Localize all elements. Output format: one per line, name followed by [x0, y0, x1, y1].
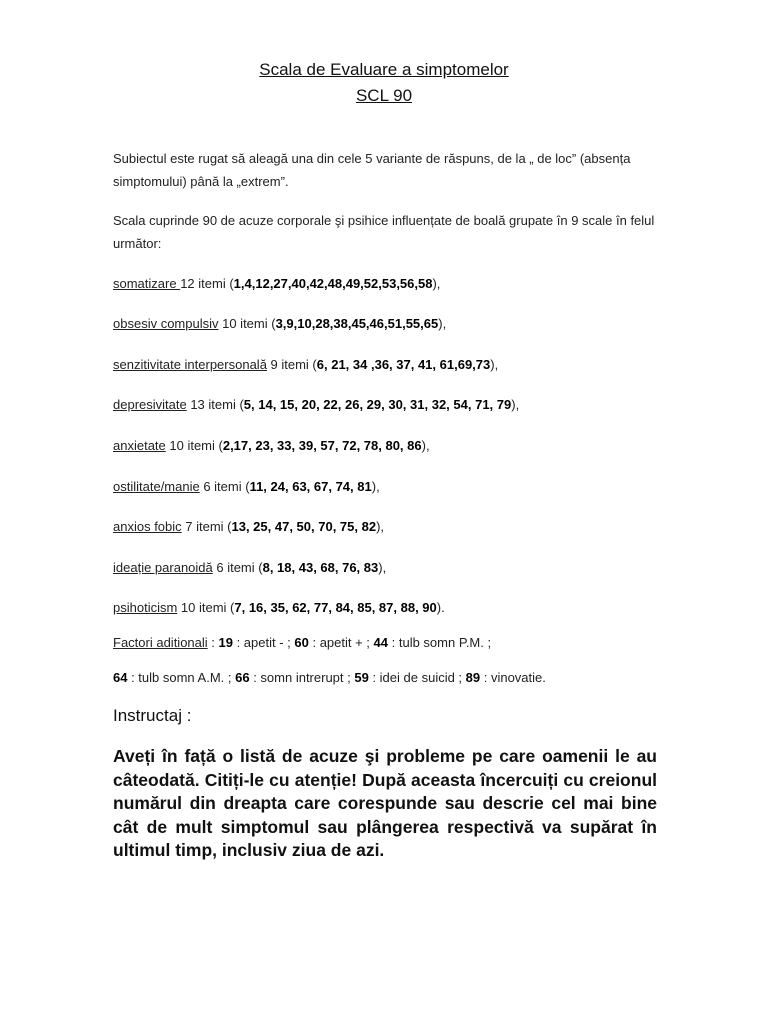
scale-count: 6 itemi ( — [199, 479, 250, 494]
scale-name: senzitivitate interpersonală — [113, 357, 267, 372]
scale-items: 11, 24, 63, 67, 74, 81 — [249, 479, 372, 494]
scale-line — [113, 519, 673, 534]
scale-end: ). — [436, 600, 445, 615]
factor-text: : apetit - ; — [232, 635, 295, 650]
scale-count: 9 itemi ( — [266, 357, 317, 372]
scale-line — [113, 479, 673, 494]
document-title: Scala de Evaluare a simptomelor — [259, 60, 509, 79]
scale-items: 1,4,12,27,40,42,48,49,52,53,56,58 — [233, 276, 433, 291]
scale-items: 6, 21, 34 ,36, 37, 41, 61,69,73 — [316, 357, 491, 372]
scale-count: 12 itemi ( — [180, 276, 234, 291]
scale-count: 7 itemi ( — [181, 519, 232, 534]
factor-number: 19 — [218, 635, 233, 650]
factor-number: 44 — [373, 635, 389, 650]
scale-end: ), — [490, 357, 499, 372]
scale-line — [113, 316, 673, 331]
scale-count: 6 itemi ( — [212, 560, 263, 575]
factor-number: 89 — [465, 670, 481, 685]
scale-count: 13 itemi ( — [186, 397, 244, 412]
scale-count: 10 itemi ( — [177, 600, 235, 615]
scale-end: ), — [371, 479, 380, 494]
factor-number: 66 — [235, 670, 250, 685]
instructions-heading: Instructaj : — [113, 706, 192, 725]
factor-number: 64 — [113, 670, 128, 685]
factor-text: : idei de suicid ; — [368, 670, 466, 685]
factor-text: : somn intrerupt ; — [249, 670, 355, 685]
factor-number: 59 — [354, 670, 369, 685]
scale-name: psihoticism — [113, 600, 178, 615]
scale-name: anxietate — [113, 438, 166, 453]
scale-name: anxios fobic — [113, 519, 182, 534]
intro-paragraph-response: Subiectul este rugat să aleagă una din cele 5 variante de răspuns, de la „ de loc” (absența simptomului) până la „extrem”. — [113, 151, 631, 189]
factor-text: : tulb somn P.M. ; — [388, 635, 492, 650]
scale-name: somatizare — [113, 276, 181, 291]
scale-line — [113, 397, 673, 412]
scale-name: depresivitate — [113, 397, 187, 412]
scale-items: 2,17, 23, 33, 39, 57, 72, 78, 80, 86 — [222, 438, 422, 453]
additional-factors-line: Factori aditionali : 19 : apetit - ; 60 : apetit + ; 44 : tulb somn P.M. ; — [113, 635, 492, 650]
scale-items: 3,9,10,28,38,45,46,51,55,65 — [275, 316, 439, 331]
intro-paragraph-scales: Scala cuprinde 90 de acuze corporale şi psihice influențate de boală grupate în 9 scale în felul următor: — [113, 213, 655, 251]
scale-count: 10 itemi ( — [218, 316, 276, 331]
scale-items: 5, 14, 15, 20, 22, 26, 29, 30, 31, 32, 54, 71, 79 — [243, 397, 512, 412]
factor-number: 60 — [294, 635, 309, 650]
scale-end: ), — [511, 397, 520, 412]
factor-text: : apetit + ; — [308, 635, 374, 650]
scale-end: ), — [432, 276, 441, 291]
factor-text: : vinovatie. — [480, 670, 546, 685]
scale-end: ), — [378, 560, 387, 575]
scale-line — [113, 276, 673, 291]
scale-line — [113, 600, 673, 615]
scale-count: 10 itemi ( — [165, 438, 223, 453]
scale-name: ostilitate/manie — [113, 479, 200, 494]
scale-end: ), — [421, 438, 430, 453]
scale-name: ideație paranoidă — [113, 560, 213, 575]
instructions-paragraph: Aveți în față o listă de acuze şi probleme pe care oamenii le au câteodată. Citiți-le cu atenție! După aceasta încercuiți cu creionul numărul din dreapta care corespunde sau descrie cel mai bine cât de mult simptomul sau plângerea respectivă va supărat în ultimul timp, inclusiv ziua de azi. — [113, 746, 657, 860]
scale-line — [113, 560, 673, 575]
scale-end: ), — [438, 316, 447, 331]
scale-items: 8, 18, 43, 68, 76, 83 — [262, 560, 379, 575]
additional-factors-label: Factori aditionali — [113, 635, 208, 650]
factor-text: : tulb somn A.M. ; — [127, 670, 236, 685]
scale-end: ), — [376, 519, 385, 534]
document-subtitle: SCL 90 — [355, 86, 413, 105]
scale-line — [113, 438, 673, 453]
scale-name: obsesiv compulsiv — [113, 316, 219, 331]
additional-factors-line — [113, 670, 673, 685]
scale-items: 7, 16, 35, 62, 77, 84, 85, 87, 88, 90 — [234, 600, 437, 615]
scale-items: 13, 25, 47, 50, 70, 75, 82 — [231, 519, 377, 534]
scale-line — [113, 357, 673, 372]
